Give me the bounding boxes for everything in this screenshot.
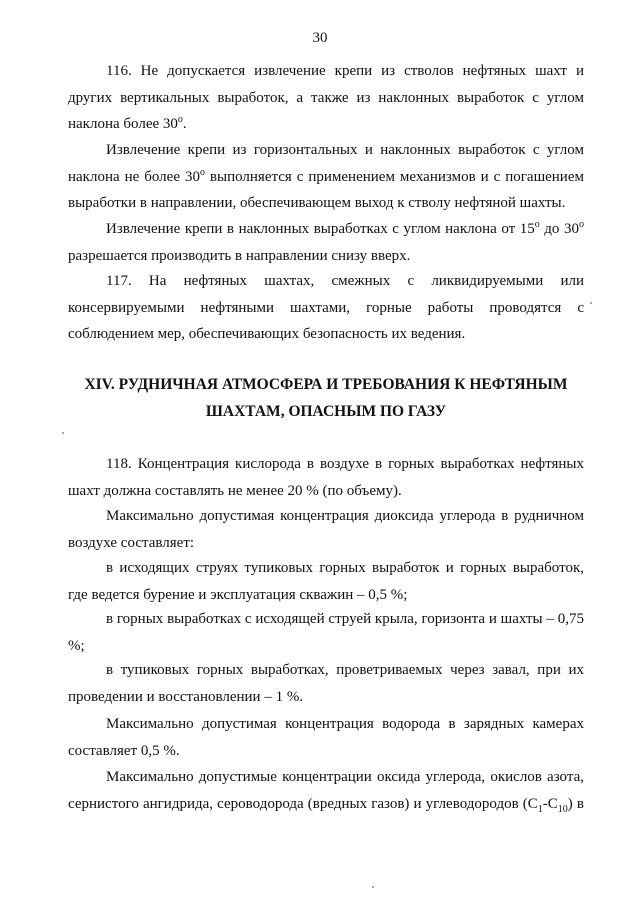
paragraph-117: 117. На нефтяных шахтах, смежных с ликвидируемыми или консервируемыми нефтяными шахтами, горные работы проводятся с соблюдением мер, обеспечивающих безопасность их ведения.: [68, 273, 584, 342]
section-heading: [68, 371, 584, 425]
paragraph-116-direction: Извлечение крепи в наклонных выработках с углом наклона от 15$^o$ до 30$^o$ разрешается производить в направлении снизу вверх.: [68, 219, 584, 264]
paragraph-116-crep-extraction: Извлечение крепи из горизонтальных и наклонных выработок с углом наклона не более 30$^o$ выполняется с применением механизмов и с погашением выработки в направлении, обеспечивающем выход к стволу нефтяной шахты.: [68, 142, 584, 211]
section-heading-line-2: ШАХТАМ, ОПАСНЫМ ПО ГАЗУ: [205, 403, 447, 420]
paragraph-co2-item-1: в исходящих струях тупиковых горных выработок и горных выработок, где ведется бурение и эксплуатация скважин – 0,5 %;: [68, 560, 584, 603]
paragraph-co2-item-3: в тупиковых горных выработках, проветриваемых через завал, при их проведении и восстановлении – 1 %.: [68, 662, 584, 705]
paragraph-harmful-gases: Максимально допустимые концентрации оксида углерода, окислов азота, сернистого ангидрида, сероводорода (вредных газов) и углеводородов $(С_1-С_{10})$ в: [68, 769, 584, 815]
scan-speck: [372, 886, 374, 888]
section-heading-line-1: XIV. РУДНИЧНАЯ АТМОСФЕРА И ТРЕБОВАНИЯ К НЕФТЯНЫМ: [84, 376, 568, 393]
paragraph-co2-item-2: в горных выработках с исходящей струей крыла, горизонта и шахты – 0,75 %;: [68, 611, 584, 654]
paragraph-118: 118. Концентрация кислорода в воздухе в горных выработках нефтяных шахт должна составлять не менее 20 % (по объему).: [68, 456, 584, 499]
paragraph-co2-intro: Максимально допустимая концентрация диоксида углерода в рудничном воздухе составляет:: [68, 508, 584, 551]
page-number: 30: [312, 30, 328, 46]
paragraph-hydrogen: Максимально допустимая концентрация водорода в зарядных камерах составляет 0,5 %.: [68, 716, 584, 759]
scan-speck: [62, 432, 64, 434]
paragraph-116: 116. Не допускается извлечение крепи из стволов нефтяных шахт и других вертикальных выработок, а также из наклонных выработок с углом наклона более 30$^o$.: [68, 63, 584, 132]
scan-speck: [590, 302, 592, 304]
